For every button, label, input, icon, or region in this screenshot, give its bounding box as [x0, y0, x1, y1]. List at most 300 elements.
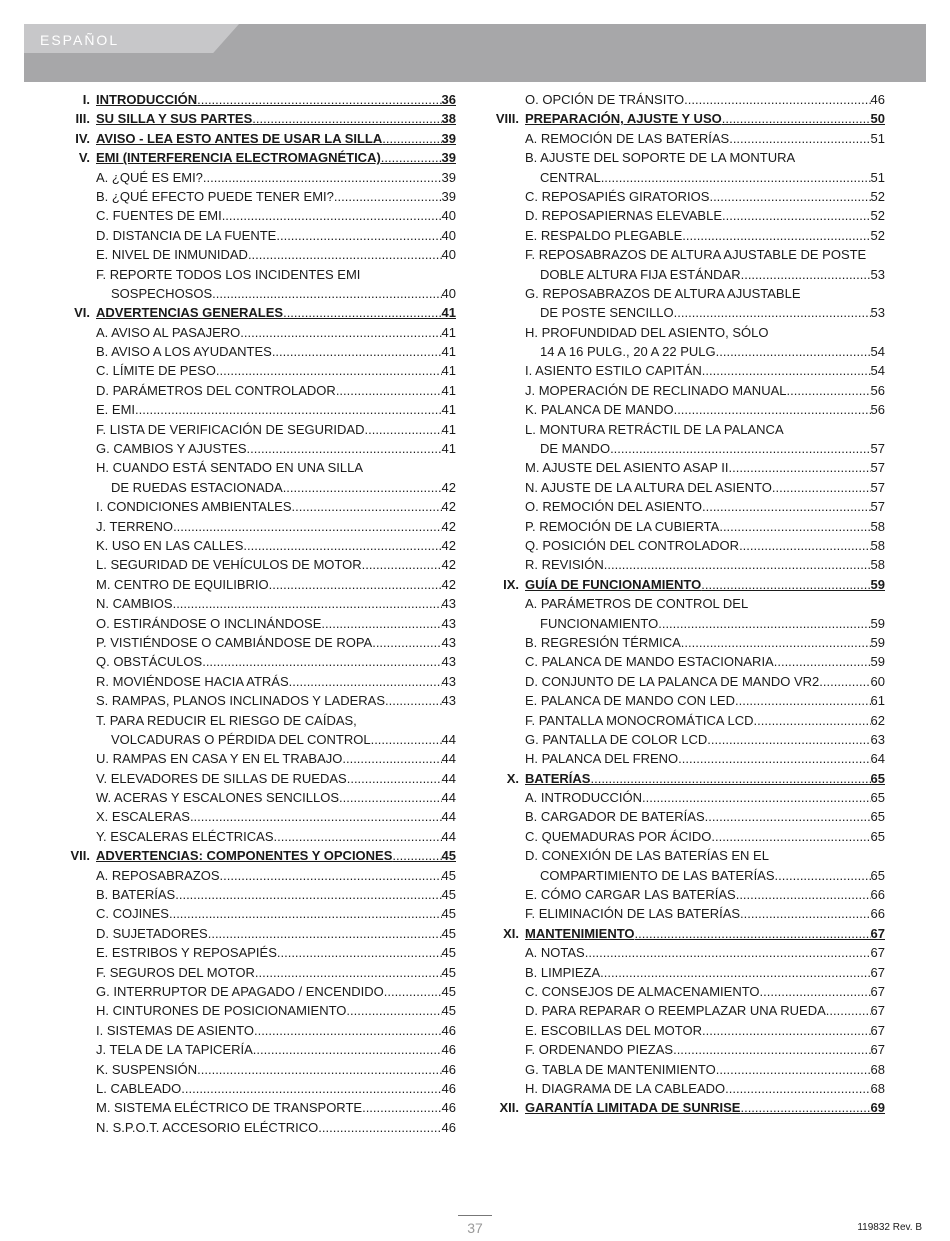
- toc-entry-title: C. COJINES: [96, 906, 169, 922]
- toc-dot-leader: [774, 654, 871, 669]
- toc-section-number: V.: [78, 150, 90, 166]
- toc-dot-leader: [610, 441, 870, 456]
- toc-page-number: 40: [441, 247, 456, 263]
- toc-entry[interactable]: [56, 189, 456, 208]
- toc-dot-leader: [381, 150, 442, 165]
- toc-page-number: 65: [870, 809, 885, 825]
- toc-entry[interactable]: [485, 538, 885, 557]
- toc-entry-title: GARANTÍA LIMITADA DE SUNRISE: [525, 1100, 741, 1116]
- toc-entry[interactable]: [56, 286, 456, 305]
- toc-page-number: 63: [870, 731, 885, 747]
- toc-page-number: 52: [870, 188, 885, 204]
- toc-entry-title: D. PARA REPARAR O REEMPLAZAR UNA RUEDA: [525, 1003, 826, 1019]
- toc-section-entry[interactable]: [485, 577, 885, 596]
- toc-entry-title: W. ACERAS Y ESCALONES SENCILLOS: [96, 790, 340, 806]
- toc-dot-leader: [819, 674, 870, 689]
- toc-entry[interactable]: [485, 829, 885, 848]
- toc-entry-title: B. LIMPIEZA: [525, 964, 601, 980]
- toc-entry[interactable]: [56, 499, 456, 518]
- toc-entry-title: X. ESCALERAS: [96, 809, 190, 825]
- toc-entry-title: 14 A 16 PULG., 20 A 22 PULG.: [540, 344, 720, 360]
- toc-entry[interactable]: [56, 577, 456, 596]
- toc-entry[interactable]: [56, 654, 456, 673]
- toc-dot-leader: [181, 1081, 441, 1096]
- toc-entry[interactable]: [485, 984, 885, 1003]
- toc-page-number: 59: [870, 654, 885, 670]
- toc-entry-title: L. CABLEADO: [96, 1080, 182, 1096]
- toc-dot-leader: [283, 480, 442, 495]
- toc-page-number: 43: [441, 615, 456, 631]
- toc-dot-leader: [729, 460, 871, 475]
- toc-section-entry[interactable]: [56, 92, 456, 111]
- toc-dot-leader: [735, 693, 871, 708]
- toc-section-number: III.: [75, 111, 90, 127]
- toc-dot-leader: [787, 383, 871, 398]
- toc-entry-title: EMI (INTERFERENCIA ELECTROMAGNÉTICA): [96, 150, 381, 166]
- toc-page-number: 68: [870, 1061, 885, 1077]
- toc-entry-title: R. MOVIÉNDOSE HACIA ATRÁS: [96, 673, 289, 689]
- toc-entry-title: R. REVISIÓN: [525, 557, 604, 573]
- toc-dot-leader: [722, 208, 871, 223]
- toc-entry-title: J. MOPERACIÓN DE RECLINADO MANUAL: [525, 382, 787, 398]
- toc-page-number: 41: [441, 382, 456, 398]
- toc-entry[interactable]: [56, 790, 456, 809]
- toc-entry-title: A. INTRODUCCIÓN: [525, 790, 642, 806]
- toc-dot-leader: [741, 267, 871, 282]
- toc-section-entry[interactable]: [485, 926, 885, 945]
- toc-page-number: 59: [870, 576, 885, 592]
- toc-entry-title: A. NOTAS: [525, 945, 585, 961]
- toc-section-number: XI.: [503, 925, 519, 941]
- toc-entry[interactable]: [485, 906, 885, 925]
- toc-section-number: I.: [82, 92, 90, 107]
- toc-entry[interactable]: [56, 267, 456, 286]
- toc-section-entry[interactable]: [56, 150, 456, 169]
- toc-dot-leader: [202, 654, 441, 669]
- toc-entry[interactable]: [56, 1003, 456, 1022]
- toc-entry[interactable]: [485, 693, 885, 712]
- toc-page-number: 69: [870, 1100, 885, 1116]
- toc-dot-leader: [392, 848, 441, 863]
- toc-entry-title: E. RESPALDO PLEGABLE: [525, 227, 683, 243]
- toc-dot-leader: [705, 809, 871, 824]
- toc-entry[interactable]: [56, 170, 456, 189]
- toc-dot-leader: [702, 1023, 871, 1038]
- toc-dot-leader: [248, 247, 442, 262]
- toc-dot-leader: [658, 616, 870, 631]
- toc-dot-leader: [719, 519, 870, 534]
- toc-dot-leader: [252, 111, 441, 126]
- toc-entry[interactable]: [56, 945, 456, 964]
- toc-dot-leader: [385, 693, 442, 708]
- toc-page-number: 45: [441, 848, 456, 864]
- toc-entry[interactable]: [485, 868, 885, 887]
- toc-entry[interactable]: [485, 732, 885, 751]
- toc-page-number: 41: [441, 363, 456, 379]
- toc-entry[interactable]: [56, 965, 456, 984]
- toc-dot-leader: [701, 577, 870, 592]
- toc-entry[interactable]: [485, 460, 885, 479]
- toc-entry-title: K. SUSPENSIÓN: [96, 1061, 198, 1077]
- toc-entry[interactable]: [56, 422, 456, 441]
- toc-entry-title: K. USO EN LAS CALLES: [96, 537, 244, 553]
- toc-entry[interactable]: [56, 247, 456, 266]
- toc-entry[interactable]: [56, 887, 456, 906]
- toc-page-number: 42: [441, 537, 456, 553]
- toc-entry-title: B. CARGADOR DE BATERÍAS: [525, 809, 705, 825]
- toc-dot-leader: [197, 92, 441, 107]
- toc-dot-leader: [135, 402, 442, 417]
- toc-entry[interactable]: [56, 771, 456, 790]
- toc-entry[interactable]: [485, 654, 885, 673]
- toc-entry[interactable]: [56, 519, 456, 538]
- toc-entry-title: G. TABLA DE MANTENIMIENTO: [525, 1061, 716, 1077]
- toc-entry[interactable]: [56, 693, 456, 712]
- toc-page-number: 67: [870, 964, 885, 980]
- toc-dot-leader: [725, 1081, 870, 1096]
- toc-entry[interactable]: [485, 1023, 885, 1042]
- toc-dot-leader: [321, 616, 441, 631]
- toc-entry[interactable]: [56, 228, 456, 247]
- toc-page-number: 45: [441, 867, 456, 883]
- toc-entry-title: Q. OBSTÁCULOS: [96, 654, 203, 670]
- toc-page-number: 51: [870, 130, 885, 146]
- toc-entry[interactable]: [56, 751, 456, 770]
- toc-page-number: 41: [441, 441, 456, 457]
- toc-page-number: 62: [870, 712, 885, 728]
- toc-dot-leader: [274, 829, 442, 844]
- toc-page-number: 41: [441, 402, 456, 418]
- toc-entry[interactable]: [485, 616, 885, 635]
- toc-entry-title: B. BATERÍAS: [96, 887, 176, 903]
- toc-entry-title: B. REGRESIÓN TÉRMICA: [525, 634, 681, 650]
- toc-page-number: 40: [441, 227, 456, 243]
- toc-section-number: XII.: [499, 1100, 519, 1116]
- toc-page-number: 45: [441, 906, 456, 922]
- toc-section-entry[interactable]: [56, 848, 456, 867]
- toc-entry[interactable]: [56, 829, 456, 848]
- toc-entry-title: DE POSTE SENCILLO: [540, 305, 674, 321]
- toc-page-number: 42: [441, 499, 456, 515]
- toc-entry-title: F. REPOSABRAZOS DE ALTURA AJUSTABLE DE POSTE: [525, 247, 867, 263]
- toc-entry-title: F. ORDENANDO PIEZAS: [525, 1042, 674, 1058]
- toc-page-number: 45: [441, 945, 456, 961]
- toc-page-number: 67: [870, 925, 885, 941]
- toc-page-number: 42: [441, 518, 456, 534]
- toc-dot-leader: [190, 809, 442, 824]
- toc-dot-leader: [364, 422, 441, 437]
- toc-entry[interactable]: [485, 92, 885, 111]
- toc-entry[interactable]: [56, 674, 456, 693]
- toc-entry[interactable]: [485, 848, 885, 867]
- toc-entry[interactable]: [485, 170, 885, 189]
- toc-dot-leader: [292, 499, 442, 514]
- toc-dot-leader: [702, 499, 871, 514]
- toc-entry[interactable]: [485, 150, 885, 169]
- toc-page-number: 40: [441, 285, 456, 301]
- toc-entry-title: D. DISTANCIA DE LA FUENTE: [96, 227, 277, 243]
- toc-entry-title: SOSPECHOSOS: [111, 285, 213, 301]
- toc-dot-leader: [709, 189, 870, 204]
- toc-entry-title: E. NIVEL DE INMUNIDAD: [96, 247, 248, 263]
- toc-section-entry[interactable]: [485, 1100, 885, 1119]
- toc-dot-leader: [339, 790, 442, 805]
- toc-entry-title: D. CONEXIÓN DE LAS BATERÍAS EN EL: [525, 848, 769, 864]
- toc-page-number: 41: [441, 305, 456, 321]
- toc-entry[interactable]: [485, 1081, 885, 1100]
- toc-entry-title: O. REMOCIÓN DEL ASIENTO: [525, 499, 702, 515]
- toc-entry[interactable]: [485, 267, 885, 286]
- toc-entry-title: G. CAMBIOS Y AJUSTES: [96, 441, 247, 457]
- toc-section-number: IV.: [75, 130, 90, 146]
- toc-entry[interactable]: [56, 363, 456, 382]
- toc-entry[interactable]: [485, 344, 885, 363]
- toc-entry[interactable]: [56, 208, 456, 227]
- toc-page-number: 41: [441, 421, 456, 437]
- toc-entry[interactable]: [56, 1042, 456, 1061]
- toc-entry[interactable]: [56, 596, 456, 615]
- toc-dot-leader: [384, 984, 442, 999]
- toc-entry[interactable]: [485, 189, 885, 208]
- toc-entry[interactable]: [485, 1042, 885, 1061]
- toc-entry-title: F. REPORTE TODOS LOS INCIDENTES EMI: [96, 266, 361, 282]
- toc-dot-leader: [222, 208, 442, 223]
- toc-entry[interactable]: [56, 1062, 456, 1081]
- toc-entry-title: COMPARTIMIENTO DE LAS BATERÍAS: [540, 867, 775, 883]
- toc-entry-title: M. AJUSTE DEL ASIENTO ASAP II: [525, 460, 729, 476]
- toc-entry-title: E. EMI: [96, 402, 136, 418]
- toc-left-column: [56, 92, 456, 1139]
- toc-dot-leader: [276, 228, 441, 243]
- toc-page-number: 44: [441, 828, 456, 844]
- toc-page-number: 46: [441, 1022, 456, 1038]
- toc-page-number: 44: [441, 731, 456, 747]
- toc-page-number: 43: [441, 673, 456, 689]
- toc-dot-leader: [243, 538, 441, 553]
- toc-entry[interactable]: [485, 596, 885, 615]
- toc-entry[interactable]: [485, 422, 885, 441]
- toc-dot-leader: [173, 519, 441, 534]
- toc-entry-title: C. FUENTES DE EMI: [96, 208, 222, 224]
- toc-dot-leader: [711, 829, 870, 844]
- toc-entry[interactable]: [56, 926, 456, 945]
- toc-right-column: [485, 92, 885, 1120]
- toc-entry[interactable]: [485, 499, 885, 518]
- toc-dot-leader: [604, 557, 871, 572]
- toc-entry-title: A. ¿QUÉ ES EMI?: [96, 169, 203, 185]
- toc-page-number: 65: [870, 770, 885, 786]
- toc-entry[interactable]: [56, 441, 456, 460]
- toc-page-number: 65: [870, 867, 885, 883]
- toc-section-entry[interactable]: [485, 771, 885, 790]
- toc-page-number: 46: [441, 1100, 456, 1116]
- toc-page-number: 45: [441, 964, 456, 980]
- toc-page-number: 41: [441, 344, 456, 360]
- toc-dot-leader: [254, 1023, 442, 1038]
- toc-section-entry[interactable]: [56, 111, 456, 130]
- toc-page-number: 60: [870, 673, 885, 689]
- toc-entry[interactable]: [485, 557, 885, 576]
- toc-entry-title: H. PALANCA DEL FRENO: [525, 751, 679, 767]
- toc-page-number: 53: [870, 305, 885, 321]
- toc-page-number: 67: [870, 1003, 885, 1019]
- toc-page-number: 46: [870, 92, 885, 107]
- toc-entry-title: H. CINTURONES DE POSICIONAMIENTO: [96, 1003, 347, 1019]
- toc-entry[interactable]: [485, 131, 885, 150]
- toc-entry[interactable]: [485, 208, 885, 227]
- toc-entry-title: BATERÍAS: [525, 770, 591, 786]
- toc-entry[interactable]: [485, 441, 885, 460]
- toc-section-entry[interactable]: [485, 111, 885, 130]
- toc-entry[interactable]: [56, 344, 456, 363]
- toc-page-number: 39: [441, 130, 456, 146]
- toc-dot-leader: [826, 1003, 871, 1018]
- toc-entry-title: G. INTERRUPTOR DE APAGADO / ENCENDIDO: [96, 983, 384, 999]
- toc-dot-leader: [739, 538, 870, 553]
- toc-entry-title: N. AJUSTE DE LA ALTURA DEL ASIENTO: [525, 479, 772, 495]
- toc-entry-title: Y. ESCALERAS ELÉCTRICAS: [96, 828, 274, 844]
- toc-entry[interactable]: [485, 286, 885, 305]
- toc-entry-title: H. DIAGRAMA DE LA CABLEADO: [525, 1080, 726, 1096]
- toc-entry[interactable]: [56, 480, 456, 499]
- toc-entry-title: L. MONTURA RETRÁCTIL DE LA PALANCA: [525, 421, 784, 437]
- page-number: 37: [467, 1220, 483, 1236]
- toc-entry[interactable]: [485, 363, 885, 382]
- toc-entry[interactable]: [485, 674, 885, 693]
- toc-entry[interactable]: [56, 616, 456, 635]
- toc-entry[interactable]: [485, 809, 885, 828]
- toc-entry-title: N. S.P.O.T. ACCESORIO ELÉCTRICO: [96, 1119, 319, 1135]
- toc-entry[interactable]: [56, 1120, 456, 1139]
- toc-entry[interactable]: [56, 1081, 456, 1100]
- toc-dot-leader: [600, 965, 870, 980]
- toc-page-number: 57: [870, 460, 885, 476]
- toc-page-number: 65: [870, 790, 885, 806]
- toc-dot-leader: [674, 402, 871, 417]
- toc-entry[interactable]: [56, 868, 456, 887]
- toc-entry-title: SU SILLA Y SUS PARTES: [96, 111, 253, 127]
- toc-page-number: 67: [870, 945, 885, 961]
- toc-entry-title: M. SISTEMA ELÉCTRICO DE TRANSPORTE: [96, 1100, 363, 1116]
- toc-entry-title: C. REPOSAPIÉS GIRATORIOS: [525, 188, 710, 204]
- toc-page-number: 50: [870, 111, 885, 127]
- toc-entry[interactable]: [56, 713, 456, 732]
- toc-page-number: 43: [441, 654, 456, 670]
- toc-dot-leader: [635, 926, 871, 941]
- toc-entry[interactable]: [485, 305, 885, 324]
- toc-entry-title: G. PANTALLA DE COLOR LCD: [525, 731, 708, 747]
- toc-entry[interactable]: [485, 751, 885, 770]
- toc-entry-title: C. LÍMITE DE PESO: [96, 363, 216, 379]
- toc-entry[interactable]: [485, 945, 885, 964]
- toc-page-number: 41: [441, 324, 456, 340]
- toc-entry-title: F. LISTA DE VERIFICACIÓN DE SEGURIDAD: [96, 421, 365, 437]
- toc-entry[interactable]: [56, 1100, 456, 1119]
- toc-entry-title: F. SEGUROS DEL MOTOR: [96, 964, 255, 980]
- toc-section-entry[interactable]: [56, 305, 456, 324]
- toc-page-number: 67: [870, 1022, 885, 1038]
- toc-entry-title: INTRODUCCIÓN: [96, 92, 198, 107]
- toc-entry[interactable]: [485, 635, 885, 654]
- toc-entry[interactable]: [485, 247, 885, 266]
- toc-dot-leader: [754, 713, 871, 728]
- toc-entry-title: V. ELEVADORES DE SILLAS DE RUEDAS: [96, 770, 347, 786]
- toc-entry-title: M. CENTRO DE EQUILIBRIO: [96, 576, 269, 592]
- toc-section-number: X.: [506, 770, 519, 786]
- toc-entry-title: I. ASIENTO ESTILO CAPITÁN: [525, 363, 702, 379]
- toc-entry[interactable]: [485, 383, 885, 402]
- toc-entry[interactable]: [56, 635, 456, 654]
- toc-entry[interactable]: [485, 228, 885, 247]
- toc-entry[interactable]: [56, 984, 456, 1003]
- toc-dot-leader: [247, 441, 442, 456]
- toc-entry-title: J. TERRENO: [96, 518, 174, 534]
- toc-page-number: 66: [870, 887, 885, 903]
- toc-entry-title: Q. POSICIÓN DEL CONTROLADOR: [525, 537, 740, 553]
- toc-page-number: 44: [441, 790, 456, 806]
- toc-dot-leader: [283, 305, 441, 320]
- toc-page-number: 46: [441, 1119, 456, 1135]
- toc-entry-title: E. ESTRIBOS Y REPOSAPIÉS: [96, 945, 277, 961]
- toc-entry-title: DOBLE ALTURA FIJA ESTÁNDAR: [540, 266, 741, 282]
- toc-entry[interactable]: [485, 480, 885, 499]
- toc-entry[interactable]: [56, 809, 456, 828]
- toc-entry[interactable]: [56, 557, 456, 576]
- toc-entry-title: DE RUEDAS ESTACIONADA: [111, 479, 283, 495]
- toc-entry-title: AVISO - LEA ESTO ANTES DE USAR LA SILLA: [96, 130, 383, 146]
- toc-entry-title: GUÍA DE FUNCIONAMIENTO: [525, 576, 702, 592]
- toc-entry[interactable]: [56, 1023, 456, 1042]
- toc-entry[interactable]: [485, 325, 885, 344]
- toc-entry-title: K. PALANCA DE MANDO: [525, 402, 674, 418]
- toc-entry-title: B. ¿QUÉ EFECTO PUEDE TENER EMI?: [96, 188, 334, 204]
- toc-entry-title: A. REPOSABRAZOS: [96, 867, 220, 883]
- toc-page-number: 43: [441, 693, 456, 709]
- toc-page-number: 68: [870, 1080, 885, 1096]
- toc-page-number: 45: [441, 1003, 456, 1019]
- toc-entry[interactable]: [56, 906, 456, 925]
- toc-page-number: 61: [870, 693, 885, 709]
- toc-entry[interactable]: [56, 732, 456, 751]
- toc-dot-leader: [729, 131, 870, 146]
- toc-page-number: 46: [441, 1080, 456, 1096]
- toc-entry[interactable]: [485, 519, 885, 538]
- toc-dot-leader: [169, 906, 442, 921]
- toc-entry[interactable]: [485, 887, 885, 906]
- toc-page-number: 65: [870, 828, 885, 844]
- toc-page-number: 45: [441, 925, 456, 941]
- toc-entry[interactable]: [485, 1003, 885, 1022]
- toc-entry[interactable]: [485, 402, 885, 421]
- toc-entry-title: D. REPOSAPIERNAS ELEVABLE: [525, 208, 722, 224]
- toc-entry-title: H. PROFUNDIDAD DEL ASIENTO, SÓLO: [525, 324, 769, 340]
- toc-entry[interactable]: [485, 790, 885, 809]
- toc-entry[interactable]: [56, 538, 456, 557]
- toc-entry[interactable]: [485, 1062, 885, 1081]
- toc-entry[interactable]: [56, 383, 456, 402]
- toc-page-number: 51: [870, 169, 885, 185]
- toc-dot-leader: [681, 635, 871, 650]
- toc-entry[interactable]: [56, 460, 456, 479]
- toc-entry-title: B. AVISO A LOS AYUDANTES: [96, 344, 272, 360]
- toc-page-number: 45: [441, 983, 456, 999]
- toc-entry[interactable]: [56, 402, 456, 421]
- toc-entry[interactable]: [485, 713, 885, 732]
- toc-section-entry[interactable]: [56, 131, 456, 150]
- toc-entry[interactable]: [485, 965, 885, 984]
- toc-entry[interactable]: [56, 325, 456, 344]
- toc-entry-title: C. CONSEJOS DE ALMACENAMIENTO: [525, 983, 760, 999]
